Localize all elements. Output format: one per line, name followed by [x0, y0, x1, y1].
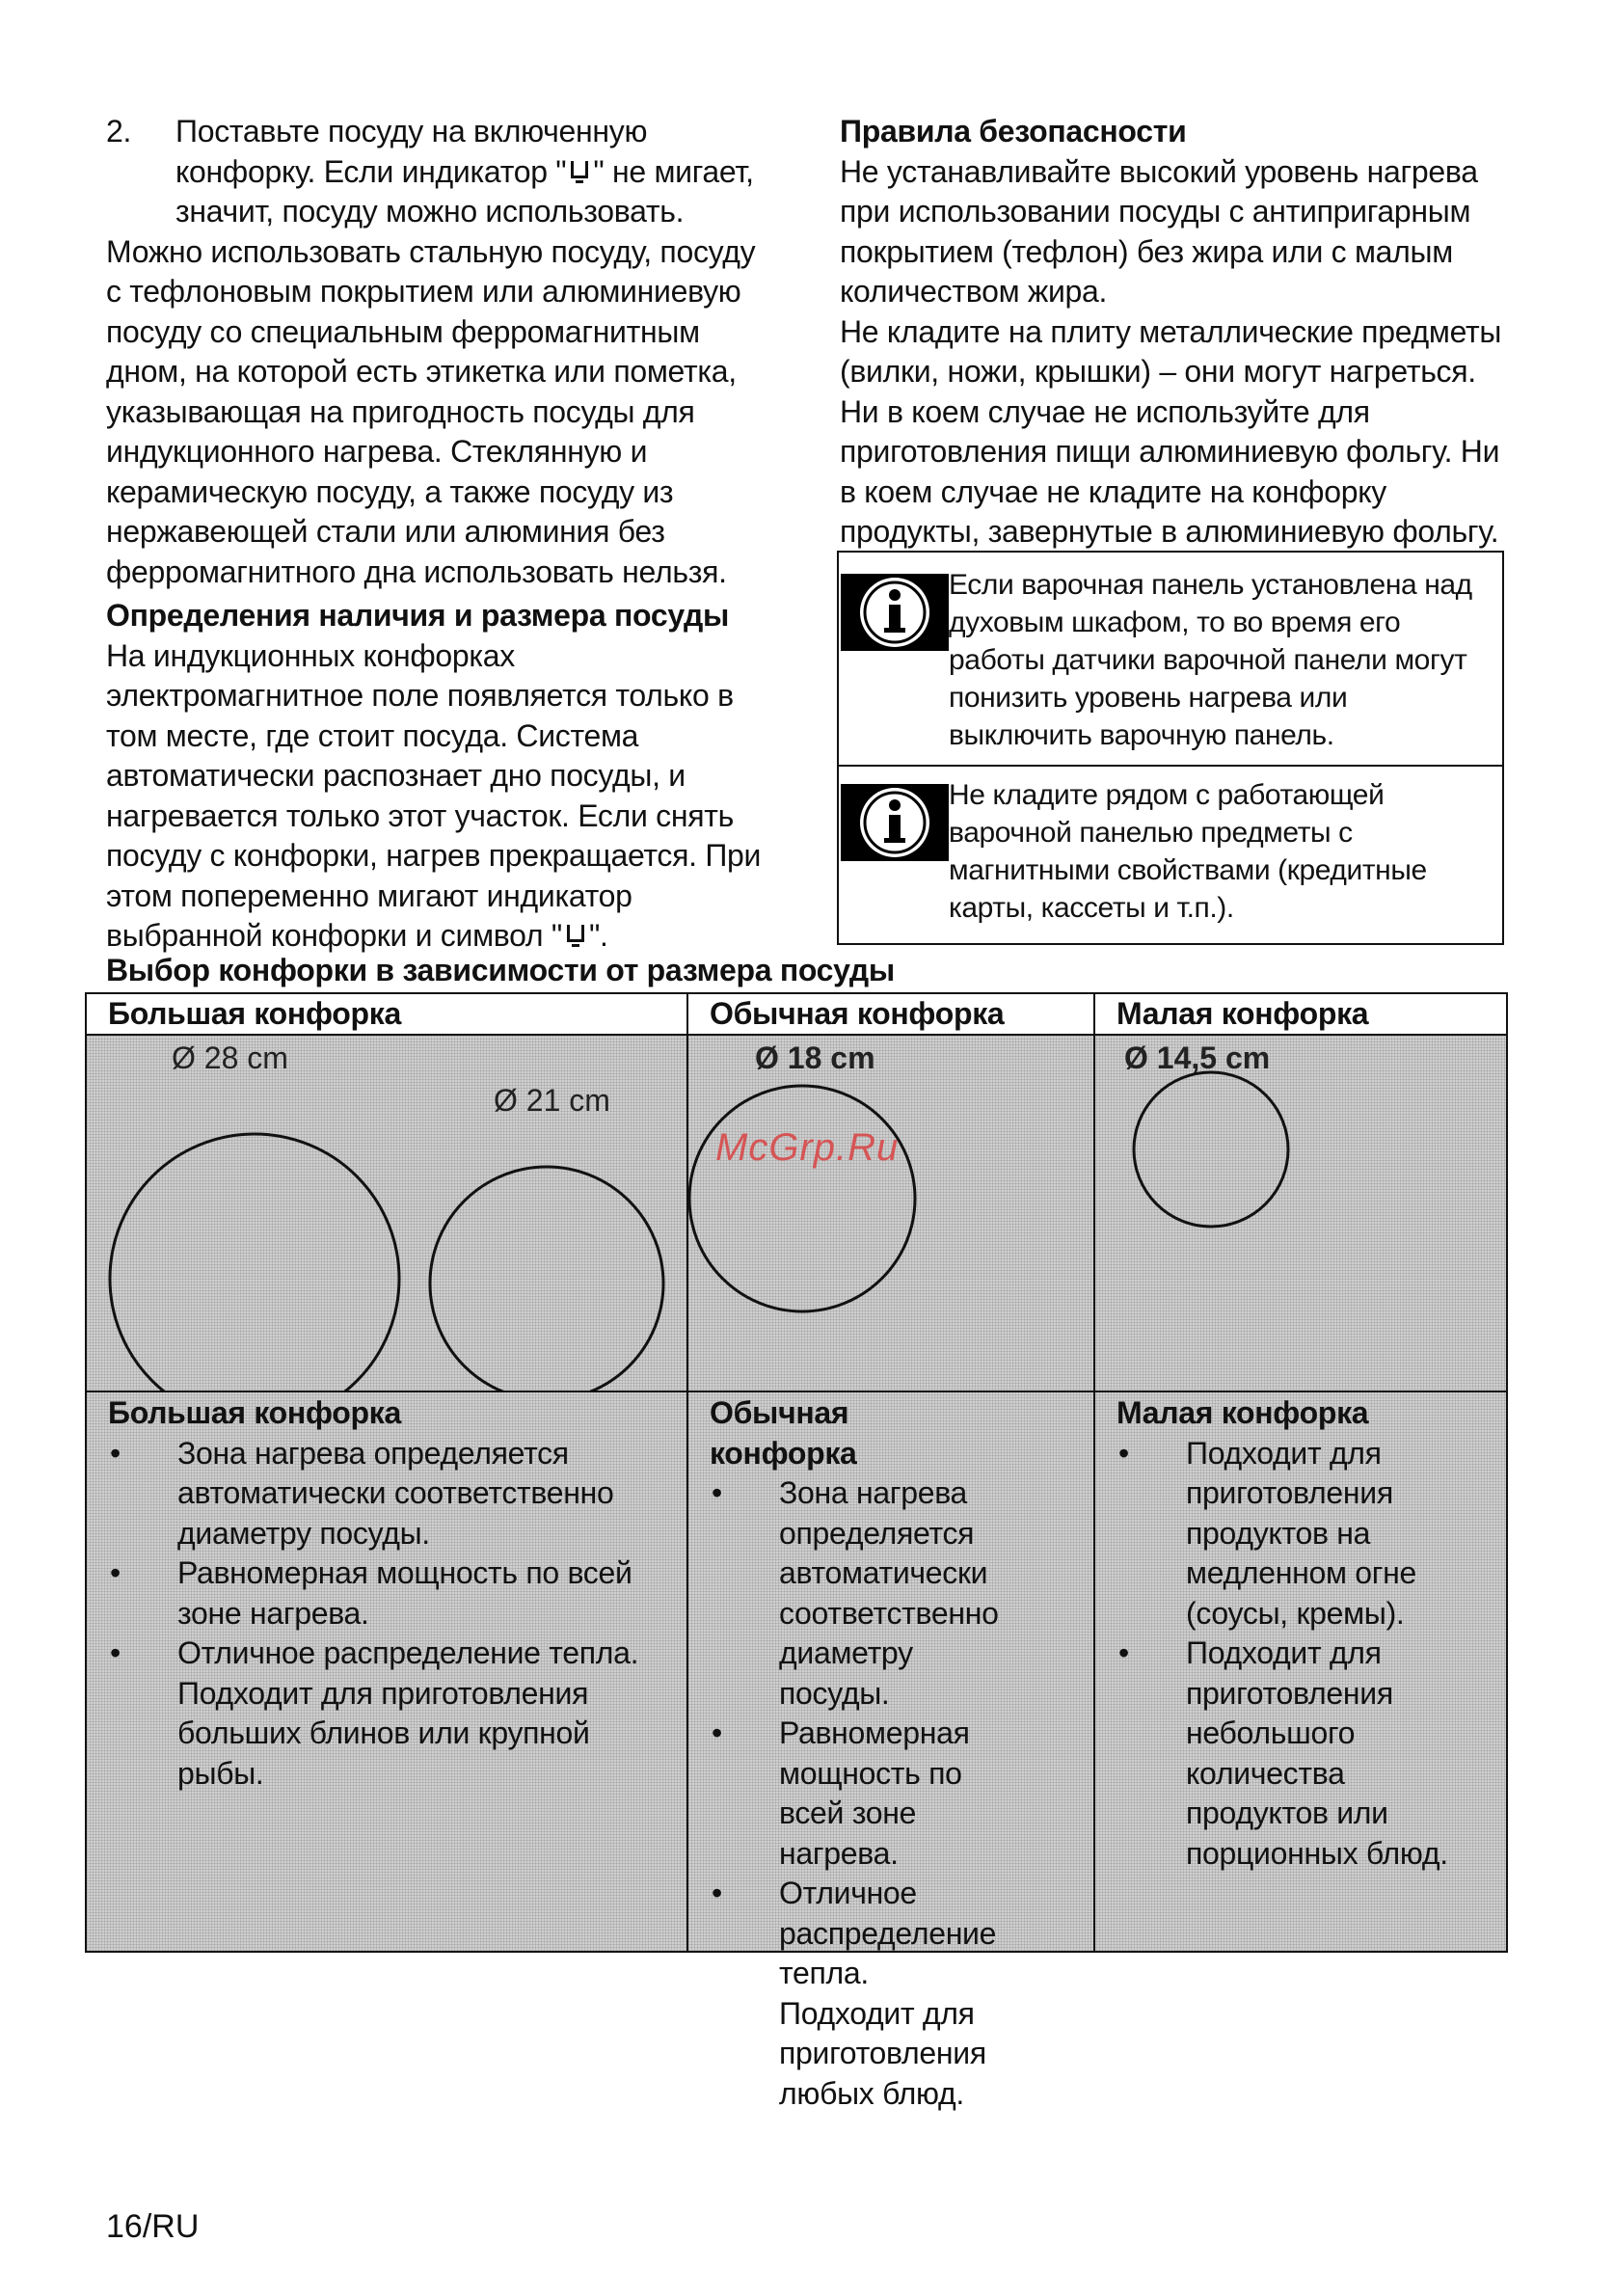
- diameter-label: Ø 14,5 cm: [1124, 1040, 1271, 1075]
- desc-title: Малая конфорка: [1116, 1395, 1369, 1430]
- right-column: [840, 112, 1505, 553]
- cookware-paragraph: Можно использовать стальную посуду, посуду с тефлоновым покрытием или алюминиевую посуду со специальным ферромагнитным дном, на которой есть этикетка или пометка, указывающая на пригодность посуды для индукционного нагрева. Стеклянную и керамическую посуду, а также посуду из нержавеющей стали или алюминия без ферромагнитного дна использовать нельзя.: [106, 233, 756, 589]
- detection-paragraph: [106, 636, 771, 957]
- pan-indicator-icon: [567, 157, 592, 186]
- burner-21cm-circle: [430, 1167, 663, 1391]
- watermark: McGrp.Ru: [715, 1126, 900, 1169]
- numbered-step: [106, 112, 771, 232]
- info-text-magnets: Не кладите рядом с работающей варочной панелью предметы с магнитными свойствами (кредитные карты, кассеты и т.п.).: [949, 779, 1427, 924]
- diameter-label: Ø 21 cm: [494, 1083, 610, 1118]
- info-icon: [841, 574, 949, 651]
- safety-paragraph-3: Ни в коем случае не используйте для приготовления пищи алюминиевую фольгу. Ни в коем случае не кладите на конфорку продукты, завернутые в алюминиевую фольгу.: [840, 393, 1500, 549]
- info-icon: [841, 784, 949, 861]
- diameter-label: Ø 18 cm: [755, 1040, 875, 1075]
- list-item: • Зона нагрева определяется автоматически соответственно диаметру посуды.: [710, 1473, 999, 1714]
- desc-title: Большая конфорка: [108, 1395, 401, 1430]
- safety-heading: Правила безопасности: [840, 114, 1187, 149]
- detection-text: На индукционных конфорках электромагнитное поле появляется только в том месте, где стоит посуда. Система автоматически распознает дно посуды, и нагревается только этот участок. Если снять посуду с конфорки, нагрев прекращается. При этом попеременно мигают индикатор выбранной конфорки и символ ": [106, 637, 762, 953]
- diameter-label: Ø 28 cm: [172, 1040, 288, 1075]
- info-box-oven: [837, 551, 1504, 769]
- safety-paragraph-1: Не устанавливайте высокий уровень нагрева при использовании посуды с антипригарным покрытием (тефлон) без жира или с малым количеством жира.: [840, 153, 1478, 309]
- bullet-list: [710, 1473, 999, 2114]
- list-item: • Зона нагрева определяется автоматически соответственно диаметру посуды.: [108, 1434, 677, 1554]
- list-item: • Подходит для приготовления небольшого количества продуктов или порционных блюд.: [1116, 1634, 1493, 1874]
- header-large-burner: Большая конфорка: [108, 996, 401, 1031]
- detection-heading: Определения наличия и размера посуды: [106, 598, 730, 633]
- info-box-magnets: [837, 765, 1504, 945]
- bullet-list: [108, 1434, 677, 1795]
- large-burner-description: [108, 1393, 677, 1794]
- normal-burner-description: [710, 1393, 999, 2114]
- left-column: [106, 112, 771, 957]
- list-item: • Отличное распределение тепла. Подходит для приготовления больших блинов или крупной рыбы.: [108, 1634, 677, 1794]
- step-number: 2.: [106, 114, 132, 149]
- table-title: Выбор конфорки в зависимости от размера посуды: [106, 953, 895, 987]
- burner-28cm-circle: [110, 1134, 399, 1391]
- burner-18cm-circle: [689, 1086, 915, 1311]
- pan-indicator-icon: [563, 921, 588, 950]
- bullet-list: [1116, 1434, 1493, 1875]
- small-burner-description: [1116, 1393, 1493, 1874]
- safety-paragraph-2: Не кладите на плиту металлические предметы (вилки, ножи, крышки) – они могут нагреться.: [840, 313, 1502, 389]
- burner-14-5cm-circle: [1134, 1072, 1288, 1227]
- info-text-oven: Если варочная панель установлена над духовым шкафом, то во время его работы датчики варочной панели могут понизить уровень нагрева или выключить варочную панель.: [949, 569, 1472, 751]
- list-item: • Равномерная мощность по всей зоне нагрева.: [710, 1714, 999, 1874]
- detection-text-end: ".: [588, 918, 608, 953]
- header-small-burner: Малая конфорка: [1116, 996, 1369, 1031]
- list-item: • Отличное распределение тепла. Подходит для приготовления любых блюд.: [710, 1874, 999, 2114]
- step-text-end: " не мигает, значит, посуду можно использовать.: [175, 153, 754, 229]
- step-text-start: Поставьте посуду на включенную конфорку. Если индикатор ": [175, 114, 648, 189]
- list-item: • Подходит для приготовления продуктов на медленном огне (соусы, кремы).: [1116, 1434, 1493, 1634]
- page-number: 16/RU: [106, 2208, 200, 2245]
- burner-diagrams: [87, 994, 1506, 1391]
- header-normal-burner: Обычная конфорка: [710, 996, 1005, 1031]
- desc-title: Обычная конфорка: [710, 1395, 857, 1471]
- list-item: • Равномерная мощность по всей зоне нагрева.: [108, 1553, 677, 1634]
